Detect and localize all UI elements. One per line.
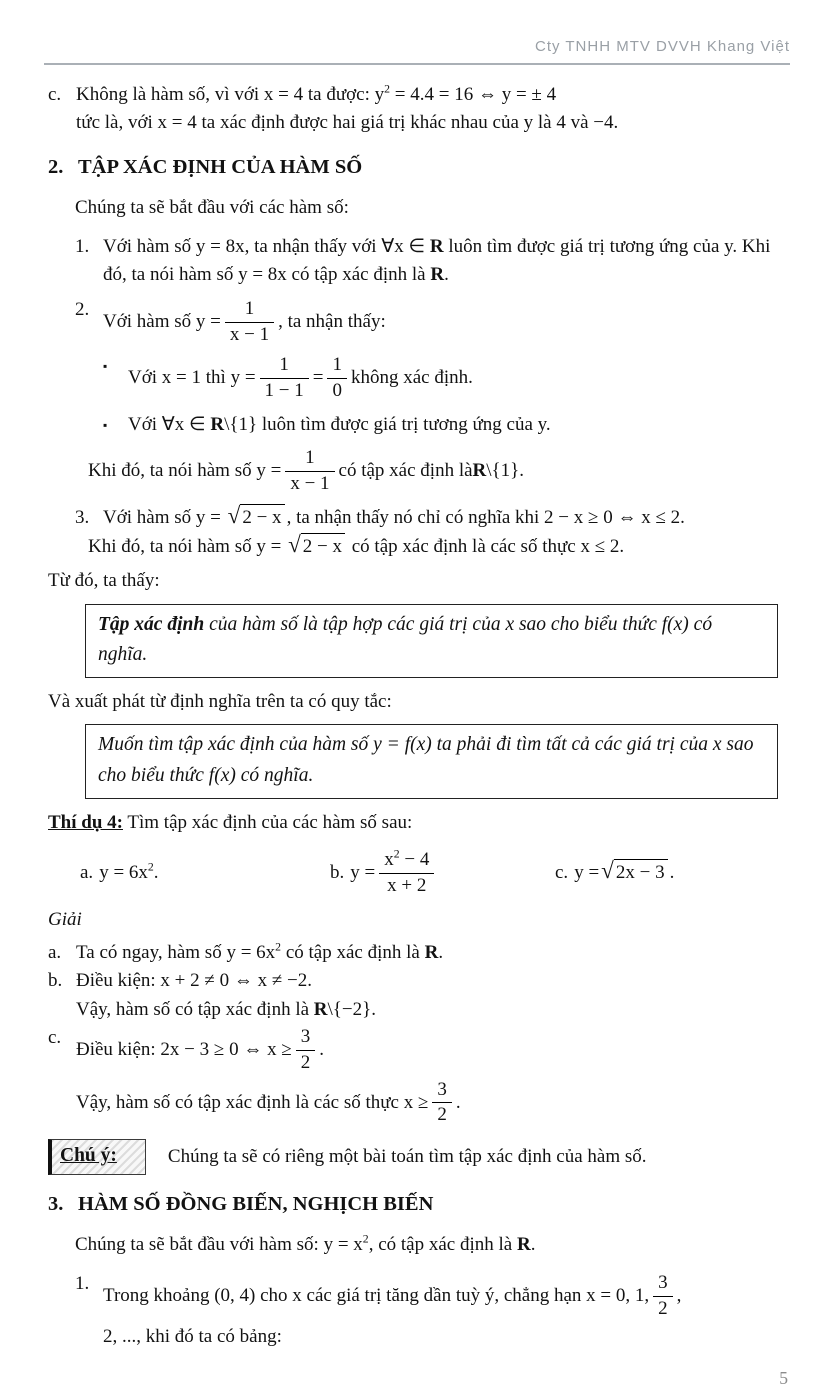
- radicand: 2 − x: [301, 533, 345, 559]
- item-line-1: [103, 1270, 790, 1323]
- rule-box: Muốn tìm tập xác định của hàm số y = f(x) ta phải đi tìm tất cả các giá trị của x sao cho biểu thức f(x) có nghĩa.: [85, 724, 778, 798]
- item-body: [103, 233, 790, 290]
- set-symbol-R: R: [429, 235, 444, 257]
- superscript: 2: [362, 1233, 369, 1247]
- set-symbol-R: R: [430, 264, 445, 286]
- numerator: 3: [296, 1026, 316, 1051]
- numerator: [379, 849, 434, 874]
- section-2-heading: [48, 152, 790, 183]
- text-segment: Điều kiện: 2x − 3 ≥ 0 ⇔ x ≥: [76, 1039, 292, 1061]
- text-segment: y = 6x: [99, 862, 148, 884]
- text-segment: có tập xác định là: [281, 941, 425, 963]
- fraction: [653, 1272, 673, 1321]
- radicand: 2 − x: [240, 504, 284, 530]
- text-segment: .: [530, 1234, 536, 1256]
- example-b-label: b.: [330, 862, 345, 884]
- page-header: [48, 36, 790, 65]
- denominator: 2: [437, 1104, 447, 1126]
- bullet-item: [103, 352, 790, 405]
- item-label: c.: [48, 1027, 62, 1048]
- bullet-icon: ▪: [103, 359, 108, 374]
- numerator: 3: [653, 1272, 673, 1297]
- text-segment: Chúng ta sẽ bắt đầu với hàm số: y = x: [75, 1234, 363, 1256]
- superscript: 2: [147, 861, 154, 875]
- section-number: 3.: [48, 1192, 64, 1215]
- item-number: 3.: [75, 507, 90, 529]
- definition-term: Tập xác định: [98, 613, 205, 635]
- fraction: [260, 354, 309, 403]
- text-segment: .: [319, 1039, 324, 1061]
- bullet-icon: ▪: [103, 417, 108, 432]
- example-functions-row: [48, 847, 790, 900]
- numerator: 1: [225, 298, 274, 323]
- conclusion-line: [76, 1077, 790, 1130]
- fraction: [432, 1079, 452, 1128]
- radical-sign-icon: √: [288, 531, 301, 558]
- section-3-intro: [75, 1231, 790, 1260]
- text-segment: ,: [676, 1284, 682, 1306]
- section-number: 2.: [48, 155, 64, 178]
- fraction: [225, 298, 274, 347]
- item-3-conclusion: [88, 533, 790, 562]
- numerator: 1: [327, 354, 347, 379]
- from-that-line: Từ đó, ta thấy:: [48, 570, 160, 592]
- text-segment: .: [153, 862, 159, 884]
- text-segment: \{1} luôn tìm được giá trị tương ứng của y.: [224, 413, 551, 435]
- set-symbol-R: R: [210, 413, 225, 435]
- rule-intro-line: Và xuất phát từ định nghĩa trên ta có quy tắc:: [48, 690, 392, 712]
- text-segment: Với hàm số y =: [103, 310, 221, 332]
- sqrt-expression: [601, 859, 667, 888]
- item-body: [103, 504, 790, 533]
- section-title: TẬP XÁC ĐỊNH CỦA HÀM SỐ: [78, 155, 363, 178]
- text-segment: không xác định.: [350, 367, 473, 389]
- text-segment: Khi đó, ta nói hàm số y =: [88, 460, 282, 482]
- text-segment: Với x = 1 thì y =: [128, 367, 256, 389]
- text-segment: Không là hàm số, vì với x = 4 ta được: y: [76, 83, 385, 105]
- set-symbol-R: R: [472, 460, 487, 482]
- text-segment: .: [444, 264, 449, 286]
- numerator: 1: [260, 354, 309, 379]
- set-symbol-R: R: [516, 1234, 531, 1256]
- sqrt-expression: [227, 503, 285, 530]
- text-segment: − 4: [399, 849, 430, 871]
- text-segment: Với hàm số y = 8x, ta nhận thấy với ∀x ∈: [103, 235, 430, 257]
- fraction: [379, 849, 434, 898]
- example-4-heading: [48, 809, 790, 838]
- list-item-1: [75, 233, 790, 290]
- denominator: 2: [300, 1051, 311, 1073]
- denominator: 2: [658, 1297, 668, 1319]
- bullet-item: [103, 411, 790, 440]
- text-segment: , có tập xác định là: [368, 1234, 517, 1256]
- text-segment: = 4.4 = 16 ⇔ y = ± 4: [390, 83, 557, 105]
- solution-c: [48, 1024, 790, 1129]
- example-a-formula: [99, 859, 158, 888]
- solution-b: [48, 967, 790, 1024]
- list-item-3: [75, 504, 790, 533]
- conclusion-line: [76, 996, 790, 1025]
- superscript: 2: [393, 848, 400, 862]
- text-segment: Vậy, hàm số có tập xác định là: [76, 998, 314, 1020]
- radical-sign-icon: √: [601, 858, 614, 885]
- note-text: Chúng ta sẽ có riêng một bài toán tìm tập xác định của hàm số.: [167, 1145, 647, 1167]
- item-2-conclusion: [88, 445, 790, 498]
- item-number: 2.: [75, 298, 90, 320]
- item-body: [76, 939, 790, 968]
- sqrt-expression: [288, 531, 345, 558]
- text-segment: y =: [574, 862, 600, 884]
- denominator: x − 1: [290, 473, 330, 495]
- text-segment: .: [455, 1091, 461, 1113]
- text-segment: có tập xác định là: [338, 460, 473, 482]
- item-body: [76, 1024, 790, 1129]
- note-label: Chú ý:: [60, 1145, 117, 1167]
- note-box: [48, 1139, 146, 1175]
- text-segment: \{−2}.: [327, 998, 376, 1020]
- example-a: [80, 859, 330, 888]
- answer-item-c: [48, 81, 790, 138]
- example-prompt: Tìm tập xác định của các hàm số sau:: [122, 811, 413, 833]
- set-symbol-R: R: [313, 998, 328, 1020]
- definition-box: [85, 604, 778, 678]
- text-segment: , ta nhận thấy nó chỉ có nghĩa khi 2 − x ≥ 0 ⇔ x ≤ 2.: [286, 507, 685, 529]
- company-name: Cty TNHH MTV DVVH Khang Việt: [534, 38, 790, 55]
- fraction: [285, 447, 334, 496]
- text-segment: \{1}.: [486, 460, 525, 482]
- item-label: b.: [48, 970, 63, 991]
- denominator: x + 2: [387, 875, 427, 897]
- text-segment: Trong khoảng (0, 4) cho x các giá trị tăng dần tuỳ ý, chẳng hạn x = 0, 1,: [103, 1284, 650, 1306]
- item-body: [103, 1270, 790, 1351]
- bullet-body: [128, 352, 473, 405]
- item-body: [76, 967, 790, 1024]
- text-segment: .: [669, 862, 675, 884]
- item-c-line1: [76, 81, 790, 110]
- solution-heading: Giải: [48, 909, 82, 930]
- section-3-item-1: [75, 1270, 790, 1351]
- definition-text: của hàm số là tập hợp các giá trị của x sao cho biểu thức f(x) có nghĩa.: [98, 613, 713, 665]
- fraction: [296, 1026, 316, 1075]
- condition-line: Điều kiện: x + 2 ≠ 0 ⇔ x ≠ −2.: [76, 970, 312, 991]
- text-segment: Vậy, hàm số có tập xác định là các số thực x ≥: [76, 1091, 429, 1113]
- example-a-label: a.: [80, 862, 94, 884]
- text-segment: Khi đó, ta nói hàm số y =: [88, 535, 287, 557]
- list-item-2: [75, 296, 790, 349]
- superscript: 2: [384, 82, 391, 96]
- text-segment: Với hàm số y =: [103, 507, 226, 529]
- fraction: [327, 354, 347, 403]
- numerator: 1: [285, 447, 334, 472]
- example-label: Thí dụ 4:: [48, 811, 123, 833]
- radicand: 2x − 3: [614, 859, 668, 885]
- item-body: [103, 296, 790, 349]
- text-segment: Với ∀x ∈: [128, 413, 211, 435]
- numerator: 3: [432, 1079, 452, 1104]
- superscript: 2: [275, 940, 282, 954]
- text-segment: luôn tìm được giá trị tương ứng của y. Khi đó, ta nói hàm số y = 8x có tập xác định là: [103, 235, 771, 286]
- example-c: [555, 859, 674, 888]
- item-number: 1.: [75, 235, 90, 257]
- item-body: [76, 81, 790, 138]
- text-segment: y =: [350, 862, 376, 884]
- text-segment: .: [438, 941, 444, 963]
- item-label: a.: [48, 941, 62, 963]
- item-c-line2: tức là, với x = 4 ta xác định được hai giá trị khác nhau của y là 4 và −4.: [76, 112, 619, 133]
- item-line-2: 2, ..., khi đó ta có bảng:: [103, 1325, 282, 1347]
- denominator: 1 − 1: [264, 380, 304, 402]
- equals-sign: =: [312, 367, 324, 389]
- example-c-label: c.: [555, 862, 569, 884]
- denominator: x − 1: [229, 323, 270, 345]
- example-b: [330, 847, 555, 900]
- note-row: [48, 1139, 790, 1175]
- section-3-heading: [48, 1189, 790, 1220]
- section-2-intro: Chúng ta sẽ bắt đầu với các hàm số:: [75, 197, 349, 219]
- condition-line: [76, 1024, 790, 1077]
- item-number: 1.: [75, 1272, 90, 1294]
- text-segment: , ta nhận thấy:: [278, 310, 386, 332]
- page-number: 5: [779, 1368, 788, 1389]
- item-label: c.: [48, 83, 62, 105]
- header-rule: [44, 63, 790, 65]
- set-symbol-R: R: [424, 941, 439, 963]
- denominator: 0: [332, 380, 342, 402]
- text-segment: x: [384, 849, 394, 871]
- text-segment: Ta có ngay, hàm số y = 6x: [76, 941, 276, 963]
- radical-sign-icon: √: [227, 503, 241, 530]
- section-title: HÀM SỐ ĐỒNG BIẾN, NGHỊCH BIẾN: [78, 1192, 434, 1215]
- bullet-body: [128, 411, 551, 440]
- solution-a: [48, 939, 790, 968]
- text-segment: có tập xác định là các số thực x ≤ 2.: [347, 535, 625, 557]
